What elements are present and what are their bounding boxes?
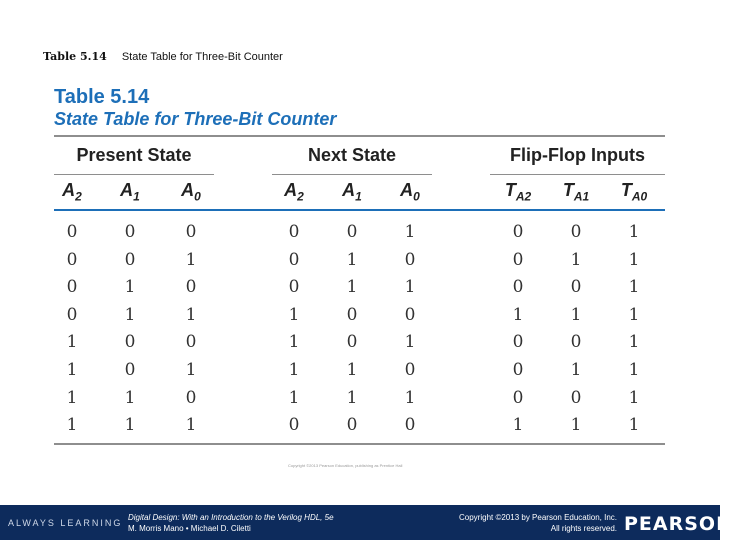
- table-cell: 0: [288, 277, 300, 298]
- column-header-subscript: 1: [355, 189, 362, 204]
- table-cell: 1: [404, 277, 416, 298]
- table-cell: 1: [124, 415, 136, 436]
- table-cell: 0: [66, 304, 78, 325]
- image-copyright-note: Copyright ©2013 Pearson Education, publishing as Prentice Hall: [288, 463, 403, 468]
- column-header-base: A: [62, 180, 76, 200]
- table-cell: 1: [288, 387, 300, 408]
- group-underline-present: [54, 174, 214, 175]
- table-cell: 1: [288, 304, 300, 325]
- table-cell: 0: [66, 222, 78, 242]
- column-header-base: T: [620, 180, 632, 200]
- table-cell: 0: [570, 332, 582, 353]
- column-header: [390, 180, 430, 204]
- table-cell: 0: [570, 222, 582, 242]
- table-cell: 1: [570, 360, 582, 380]
- group-underline-inputs: [490, 174, 665, 175]
- column-header-base: A: [400, 180, 414, 200]
- book-authors: M. Morris Mano • Michael D. Ciletti: [128, 524, 251, 533]
- table-cell: 1: [628, 304, 640, 325]
- table-cell: 1: [628, 332, 640, 353]
- table-cell: 1: [66, 360, 78, 380]
- column-header-subscript: 1: [133, 189, 140, 204]
- table-cell: 0: [346, 332, 358, 353]
- table-cell: 0: [512, 222, 524, 242]
- table-title: State Table for Three-Bit Counter: [54, 109, 337, 129]
- column-header: [110, 180, 150, 204]
- table-cell: 1: [628, 415, 640, 436]
- table-heading: [54, 86, 336, 130]
- column-header-base: A: [181, 180, 195, 200]
- column-header-subscript: 2: [297, 189, 304, 204]
- group-header-present-state: Present State: [76, 145, 192, 165]
- group-header-flip-flop-inputs: Flip-Flop Inputs: [510, 145, 645, 165]
- column-header: [274, 180, 314, 204]
- table-cell: 0: [512, 277, 524, 298]
- table-cell: 0: [512, 360, 524, 380]
- table-cell: 1: [185, 304, 197, 325]
- table-number: Table 5.14: [54, 86, 150, 108]
- copyright-line: Copyright ©2013 by Pearson Education, Inc.: [459, 513, 617, 522]
- table-cell: 1: [66, 332, 78, 353]
- table-cell: 1: [185, 360, 197, 380]
- column-header-subscript: A2: [515, 189, 532, 204]
- table-cell: 1: [288, 360, 300, 380]
- table-cell: 1: [346, 277, 358, 298]
- table-cell: 0: [512, 387, 524, 408]
- table-cell: 0: [404, 360, 416, 380]
- group-underline-next: [272, 174, 432, 175]
- table-cell: 1: [570, 415, 582, 436]
- table-cell: 0: [288, 249, 300, 270]
- column-header-base: T: [562, 180, 574, 200]
- column-header-base: A: [342, 180, 356, 200]
- column-header: [498, 180, 538, 204]
- table-cell: 0: [346, 222, 358, 242]
- column-header: [332, 180, 372, 204]
- table-cell: 1: [124, 277, 136, 298]
- table-cell: 1: [185, 415, 197, 436]
- slide-caption: [43, 50, 283, 63]
- table-cell: 0: [124, 249, 136, 270]
- table-cell: 1: [346, 249, 358, 270]
- table-cell: 0: [185, 387, 197, 408]
- column-header-subscript: A1: [573, 189, 590, 204]
- table-cell: 0: [570, 277, 582, 298]
- column-header-base: A: [120, 180, 134, 200]
- table-cell: 1: [570, 304, 582, 325]
- column-header: [171, 180, 211, 204]
- table-cell: 1: [404, 332, 416, 353]
- always-learning-label: ALWAYS LEARNING: [8, 518, 123, 528]
- table-cell: 1: [288, 332, 300, 353]
- table-cell: 0: [404, 304, 416, 325]
- table-cell: 0: [512, 332, 524, 353]
- table-cell: 0: [124, 222, 136, 242]
- caption-text: State Table for Three-Bit Counter: [121, 51, 283, 63]
- column-header: [556, 180, 596, 204]
- table-cell: 1: [346, 387, 358, 408]
- table-cell: 1: [512, 415, 524, 436]
- table-cell: 0: [66, 277, 78, 298]
- book-title: Digital Design: With an Introduction to the Verilog HDL, 5e: [128, 513, 334, 522]
- table-cell: 0: [124, 360, 136, 380]
- header-separator-rule: [54, 209, 665, 211]
- table-cell: 1: [628, 277, 640, 298]
- table-cell: 1: [124, 387, 136, 408]
- column-header-subscript: 0: [194, 189, 201, 204]
- column-header-base: T: [504, 180, 516, 200]
- table-cell: 1: [66, 387, 78, 408]
- table-top-rule: [54, 135, 665, 137]
- column-header-base: A: [284, 180, 298, 200]
- table-cell: 0: [185, 222, 197, 242]
- column-header: [614, 180, 654, 204]
- table-cell: 0: [185, 332, 197, 353]
- table-cell: 0: [288, 222, 300, 242]
- table-cell: 0: [404, 415, 416, 436]
- column-header: [52, 180, 92, 204]
- table-cell: 1: [628, 387, 640, 408]
- table-cell: 0: [570, 387, 582, 408]
- column-header-subscript: 2: [75, 189, 82, 204]
- group-header-next-state: Next State: [307, 145, 397, 165]
- table-cell: 0: [66, 249, 78, 270]
- table-cell: 0: [185, 277, 197, 298]
- table-cell: 1: [628, 249, 640, 270]
- table-cell: 1: [404, 222, 416, 242]
- table-bottom-rule: [54, 443, 665, 445]
- table-cell: 1: [404, 387, 416, 408]
- copyright-notice: [412, 512, 617, 534]
- table-cell: 1: [628, 360, 640, 380]
- column-header-subscript: 0: [413, 189, 420, 204]
- rights-line: All rights reserved.: [550, 524, 617, 533]
- table-cell: 1: [346, 360, 358, 380]
- table-cell: 1: [628, 222, 640, 242]
- table-cell: 0: [288, 415, 300, 436]
- table-cell: 1: [512, 304, 524, 325]
- table-cell: 1: [185, 249, 197, 270]
- footer-bar: [0, 505, 733, 540]
- table-cell: 0: [346, 415, 358, 436]
- table-cell: 0: [346, 304, 358, 325]
- pearson-logo: PEARSON: [624, 513, 733, 535]
- table-cell: 0: [124, 332, 136, 353]
- table-cell: 1: [66, 415, 78, 436]
- caption-number: Table 5.14: [43, 50, 107, 63]
- column-header-subscript: A0: [631, 189, 648, 204]
- table-cell: 1: [124, 304, 136, 325]
- book-citation: [128, 512, 334, 534]
- table-cell: 1: [570, 249, 582, 270]
- table-cell: 0: [512, 249, 524, 270]
- table-cell: 0: [404, 249, 416, 270]
